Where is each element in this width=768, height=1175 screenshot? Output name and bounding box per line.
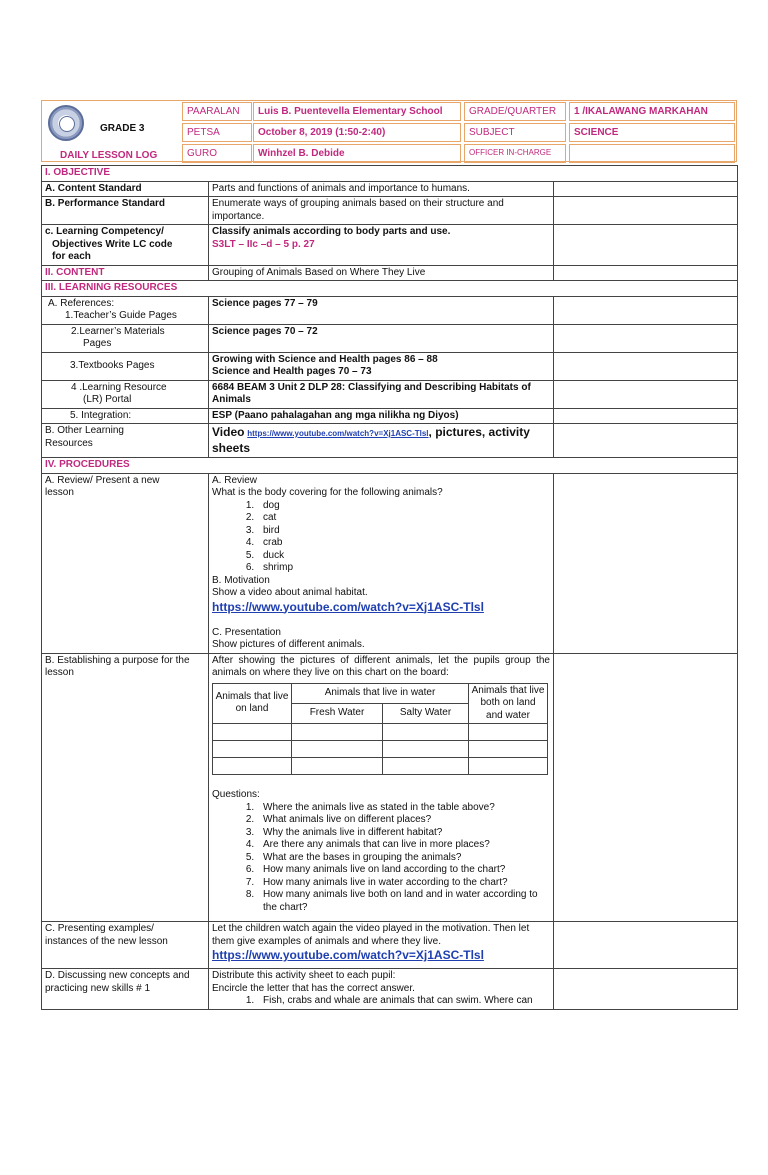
performance-standard: Enumerate ways of grouping animals based on their structure and importance.: [209, 197, 554, 225]
proc-d-label-1: D. Discussing new concepts and: [45, 970, 190, 981]
chart-both-header: Animals that live both on land and water: [469, 683, 548, 724]
proc-d-label-2: practicing new skills # 1: [45, 982, 151, 994]
officer-label: OFFICER IN-CHARGE: [464, 144, 566, 163]
performance-standard-label: B. Performance Standard: [42, 197, 209, 225]
list-item: 1. dog: [257, 500, 550, 513]
competency-code: S3LT – IIc –d – 5 p. 27: [212, 238, 315, 250]
list-item: 5. duck: [257, 550, 550, 563]
paaralan-label: PAARALAN: [182, 102, 252, 121]
procedures-heading: IV. PROCEDURES: [42, 458, 738, 474]
list-item: 6. shrimp: [257, 562, 550, 575]
paaralan-value: Luis B. Puentevella Elementary School: [253, 102, 461, 121]
proc-c-label-2: instances of the new lesson: [45, 935, 168, 947]
discussing-text-2: Encircle the letter that has the correct answer.: [212, 982, 415, 994]
competency-label-1: c. Learning Competency/: [45, 226, 164, 237]
lm-pages: Science pages 70 – 72: [209, 324, 554, 352]
list-item: 3. bird: [257, 525, 550, 538]
tb-2: Science and Health pages 70 – 73: [212, 366, 372, 377]
table-row: [213, 724, 548, 741]
content-standard-row: [42, 181, 738, 197]
integration-label: 5. Integration:: [42, 408, 209, 424]
guro-label: GURO: [182, 144, 252, 163]
tb-label: 3.Textbooks Pages: [42, 352, 209, 380]
integration: ESP (Paano pahalagahan ang mga nilikha ng Diyos): [209, 408, 554, 424]
presentation-text: Show pictures of different animals.: [212, 639, 365, 650]
discussing-text-1: Distribute this activity sheet to each pupil:: [212, 970, 396, 981]
table-row: [213, 758, 548, 775]
objective-heading: I. OBJECTIVE: [42, 166, 738, 182]
other-label-2: Resources: [45, 437, 93, 449]
grade-level: GRADE 3: [100, 123, 145, 134]
habitat-chart: [212, 683, 548, 776]
chart-land-header: Animals that live on land: [213, 683, 292, 724]
list-item: 5. What are the bases in grouping the animals?: [257, 852, 550, 865]
chart-salty-header: Salty Water: [383, 703, 469, 723]
list-item: 4. Are there any animals that can live in more places?: [257, 839, 550, 852]
presenting-text: Let the children watch again the video played in the motivation. Then let them give examples of animals and where they live.: [212, 923, 530, 947]
review-animals-list: [212, 500, 550, 575]
list-item: 3. Why the animals live in different habitat?: [257, 827, 550, 840]
presenting-link[interactable]: https://www.youtube.com/watch?v=Xj1ASC-Tlsl: [212, 948, 484, 962]
lr-label-1: 4 .Learning Resource: [71, 381, 167, 393]
competency-row: [42, 225, 738, 266]
content-row: [42, 265, 738, 281]
questions-heading: Questions:: [212, 789, 260, 800]
proc-c-label-1: C. Presenting examples/: [45, 923, 154, 934]
grade-quarter-label: GRADE/QUARTER: [464, 102, 566, 121]
tg-label: 1.Teacher’s Guide Pages: [65, 310, 177, 321]
list-item: 1. Where the animals live as stated in the table above?: [257, 802, 550, 815]
list-item: 2. cat: [257, 512, 550, 525]
subject-label: SUBJECT: [464, 123, 566, 142]
lesson-table: [41, 165, 738, 1010]
lr-row: [42, 380, 738, 408]
proc-b-label-1: B. Establishing a purpose for the: [45, 654, 190, 666]
objective-heading-row: [42, 166, 738, 182]
performance-standard-row: [42, 197, 738, 225]
content-heading: II. CONTENT: [42, 265, 209, 281]
review-heading: A. Review: [212, 474, 258, 486]
motivation-link[interactable]: https://www.youtube.com/watch?v=Xj1ASC-Tlsl: [212, 599, 484, 614]
purpose-text: After showing the pictures of different animals, let the pupils group the animals on where they live on this chart on the board:: [212, 654, 550, 678]
guro-value: Winhzel B. Debide: [253, 144, 461, 163]
list-item: 1. Fish, crabs and whale are animals that can swim. Where can: [257, 995, 550, 1008]
tb-1: Growing with Science and Health pages 86 – 88: [212, 353, 438, 365]
procedure-a-row: [42, 473, 738, 653]
procedure-c-row: [42, 922, 738, 969]
content-text: Grouping of Animals Based on Where They Live: [209, 265, 554, 281]
deped-seal-icon: [48, 105, 84, 141]
resources-heading: III. LEARNING RESOURCES: [42, 281, 738, 297]
resources-heading-row: [42, 281, 738, 297]
motivation-text: Show a video about animal habitat.: [212, 587, 368, 598]
lr-label-2: (LR) Portal: [83, 394, 132, 405]
lm-label-2: Pages: [83, 338, 112, 349]
list-item: 7. How many animals live in water according to the chart?: [257, 877, 550, 890]
motivation-heading: B. Motivation: [212, 574, 270, 586]
list-item: 8. How many animals live both on land and in water according to the chart?: [257, 889, 550, 914]
list-item: 4. crab: [257, 537, 550, 550]
competency-label-2: Objectives Write LC code: [52, 238, 173, 250]
references-row: [42, 296, 738, 324]
competency: Classify animals according to body parts and use.: [212, 226, 451, 237]
content-standard-label: A. Content Standard: [42, 181, 209, 197]
petsa-label: PETSA: [182, 123, 252, 142]
list-item: 2. What animals live on different places?: [257, 814, 550, 827]
proc-a-label-1: A. Review/ Present a new: [45, 474, 160, 486]
review-question: What is the body covering for the following animals?: [212, 487, 443, 498]
lr-portal: 6684 BEAM 3 Unit 2 DLP 28: Classifying and Describing Habitats of Animals: [209, 380, 554, 408]
presentation-heading: C. Presentation: [212, 626, 281, 638]
procedure-d-row: [42, 969, 738, 1010]
chart-water-header: Animals that live in water: [292, 683, 469, 703]
questions-list: [212, 802, 550, 915]
proc-a-label-2: lesson: [45, 487, 74, 498]
petsa-value: October 8, 2019 (1:50-2:40): [253, 123, 461, 142]
lm-label-1: 2.Learner’s Materials: [71, 325, 165, 337]
proc-b-label-2: lesson: [45, 667, 74, 678]
procedures-heading-row: [42, 458, 738, 474]
tg-pages: Science pages 77 – 79: [209, 296, 554, 324]
content-standard: Parts and functions of animals and importance to humans.: [209, 181, 554, 197]
references-label: A. References:: [48, 297, 115, 309]
other-resources-row: [42, 424, 738, 458]
subject-value: SCIENCE: [569, 123, 735, 142]
officer-value: [569, 144, 735, 163]
tb-row: [42, 352, 738, 380]
video-label: Video: [212, 425, 245, 439]
activity-list: [212, 995, 550, 1008]
integration-row: [42, 408, 738, 424]
video-link[interactable]: https://www.youtube.com/watch?v=Xj1ASC-Tlsl: [247, 429, 429, 438]
procedure-b-row: [42, 653, 738, 922]
other-rest: , pictures, activity sheets: [212, 425, 530, 455]
dll-title: DAILY LESSON LOG: [60, 150, 158, 161]
grade-quarter-value: 1 /IKALAWANG MARKAHAN: [569, 102, 735, 121]
table-row: [213, 741, 548, 758]
other-label-1: B. Other Learning: [45, 425, 124, 436]
competency-label-3: for each: [52, 251, 91, 262]
lm-row: [42, 324, 738, 352]
list-item: 6. How many animals live on land according to the chart?: [257, 864, 550, 877]
chart-fresh-header: Fresh Water: [292, 703, 383, 723]
